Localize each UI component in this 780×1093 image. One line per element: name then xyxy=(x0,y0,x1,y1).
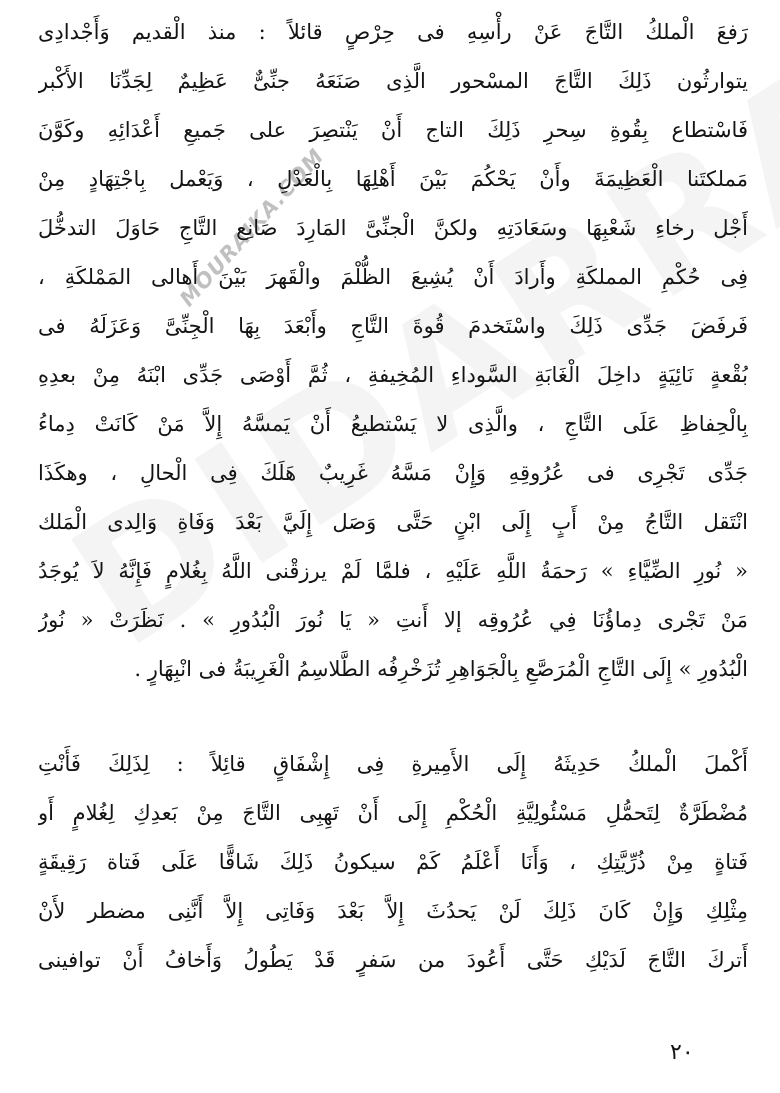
text-line: فَتاةٍ مِنْ ذُرِّيَّتِكِ ، وَأَنَا أَعْلَمُ كَمْ سيكونُ ذَلِكَ شَاقًّا عَلَى فَتاة رَقِيقَةٍ xyxy=(38,850,748,874)
text-line: مُضْطَرَّةٌ لِتَحمُّلِ مَسْئُولِيَّةِ الْحُكْمِ إِلَى أَنْ تَهِبِى التَّاجَ مِنْ بَعدِكِ لِغُلامٍ أَو xyxy=(38,801,748,825)
paragraph-1 xyxy=(38,8,748,694)
text-line: أَتركَ التَّاجَ لَدَيْكِ حَتَّى أَعُودَ من سَفرٍ قَدْ يَطُولُ وَأَخافُ أَنْ توافينى xyxy=(38,948,748,972)
text-line: فَاسْتطاع بِقُوةِ سِحرِ ذَلِكَ التاج أَنْ يَنْتصِرَ على جَميعِ أَعْدَائِهِ وكَوَّنَ xyxy=(38,118,748,142)
text-line: الْبُدُورِ » إِلَى التَّاجِ الْمُرَصَّعِ بِالْجَوَاهِرِ تُزَخْرِفُه الطَّلاسِمُ الْغَرِيبَةُ فى انْبِهَارٍ . xyxy=(134,657,748,681)
text-line: رَفعَ الْملكُ التَّاجَ عَنْ رأْسِهِ فى حِرْصٍ قائلاً : منذ الْقديم وَأَجْدادِى xyxy=(38,20,748,44)
site-stamp-watermark: MOURAIKA.COM xyxy=(175,144,329,312)
text-line: مِثْلِكِ وَإِنْ كَانَ ذَلِكَ لَنْ يَحدُثَ إِلاَّ بَعْدَ وَفَاتِى إِلاَّ أَنَّنِى مضطر لأَنْ xyxy=(38,899,748,923)
paragraph-2 xyxy=(38,740,748,985)
text-line: أَجْل رخاءِ شَعْبِهَا وسَعَادَتِهِ ولكنَّ الْجنِّىَّ المَارِدَ صَانِع التَّاجِ حَاوَلَ التدخُّلَ xyxy=(38,216,748,240)
page-number: ٢٠ xyxy=(670,1040,694,1065)
text-line: بُقْعةٍ نَائِيَةٍ داخِلَ الْغَابَةِ السَّوداءِ المُخِيفةِ ، ثُمَّ أَوْصَى جَدِّى ابْنَهُ مِنْ بعدِهِ xyxy=(38,363,748,387)
text-line: بِالْحِفاظِ عَلَى التَّاجِ ، والَّذِى لا يَسْتطيعُ أَنْ يَمسَّهُ إِلاَّ مَنْ كَانَتْ دِماءُ xyxy=(38,412,748,436)
text-line: فَرفَضَ جَدِّى ذَلِكَ واسْتَخدمَ قُوةَ التَّاجِ وأَبْعَدَ بِهَا الْجِنِّىَّ وَعَزَلَهُ فى xyxy=(38,314,748,338)
text-line: جَدِّى تَجْرِى فى عُرُوقِهِ وَإِنْ مَسَّهُ غَرِيبٌ هَلَكَ فِى الْحالِ ، وهكَذَا xyxy=(38,461,748,485)
text-line: « نُورِ الضِّيَّاءِ » رَحمَةُ اللَّهِ عَلَيْهِ ، فلمَّا لَمْ يرزقْنى اللَّهُ بِغُلامٍ فَإِنَّهُ لاَ يُوجَدُ xyxy=(38,559,748,583)
text-line: يتوارثُون ذَلِكَ التَّاجَ المسْحور الَّذِى صَنَعَهُ جنِّىٌّ عَظِيمٌ لِجَدِّنَا الأَكْبر xyxy=(38,69,748,93)
text-line: مَنْ تَجْرى دِماؤُنَا فِي عُرُوقِه إلا أَنتِ « يَا نُورَ الْبُدُورِ » . نَظَرَتْ « نُورُ xyxy=(38,608,748,632)
text-line: مَملكتَنا الْعَظِيمَةَ وأَنْ يَحْكُمَ بَيْنَ أَهْلِهَا بِالْعَدْلِ ، وَيَعْمل بِاجْتِهَادٍ مِنْ xyxy=(38,167,748,191)
text-line: انْتَقل التَّاجُ مِنْ أَبٍ إِلَى ابْنٍ حَتَّى وَصَل إِلَيَّ بَعْدَ وَفَاةِ وَالِدى الْمَلك xyxy=(38,510,748,534)
text-line: فِى حُكْمِ المملكَةِ وأَرادَ أَنْ يُشِيعَ الظُّلْمَ والْقَهرَ بَيْنَ أَهالى المَمْلكَةِ ، xyxy=(38,265,748,289)
text-line: أَكْملَ الْملكُ حَدِيثَهُ إِلَى الأَمِيرةِ فِى إِشْفَاقٍ قائِلاً : لِذَلِكَ فَأَنْتِ xyxy=(38,752,748,776)
